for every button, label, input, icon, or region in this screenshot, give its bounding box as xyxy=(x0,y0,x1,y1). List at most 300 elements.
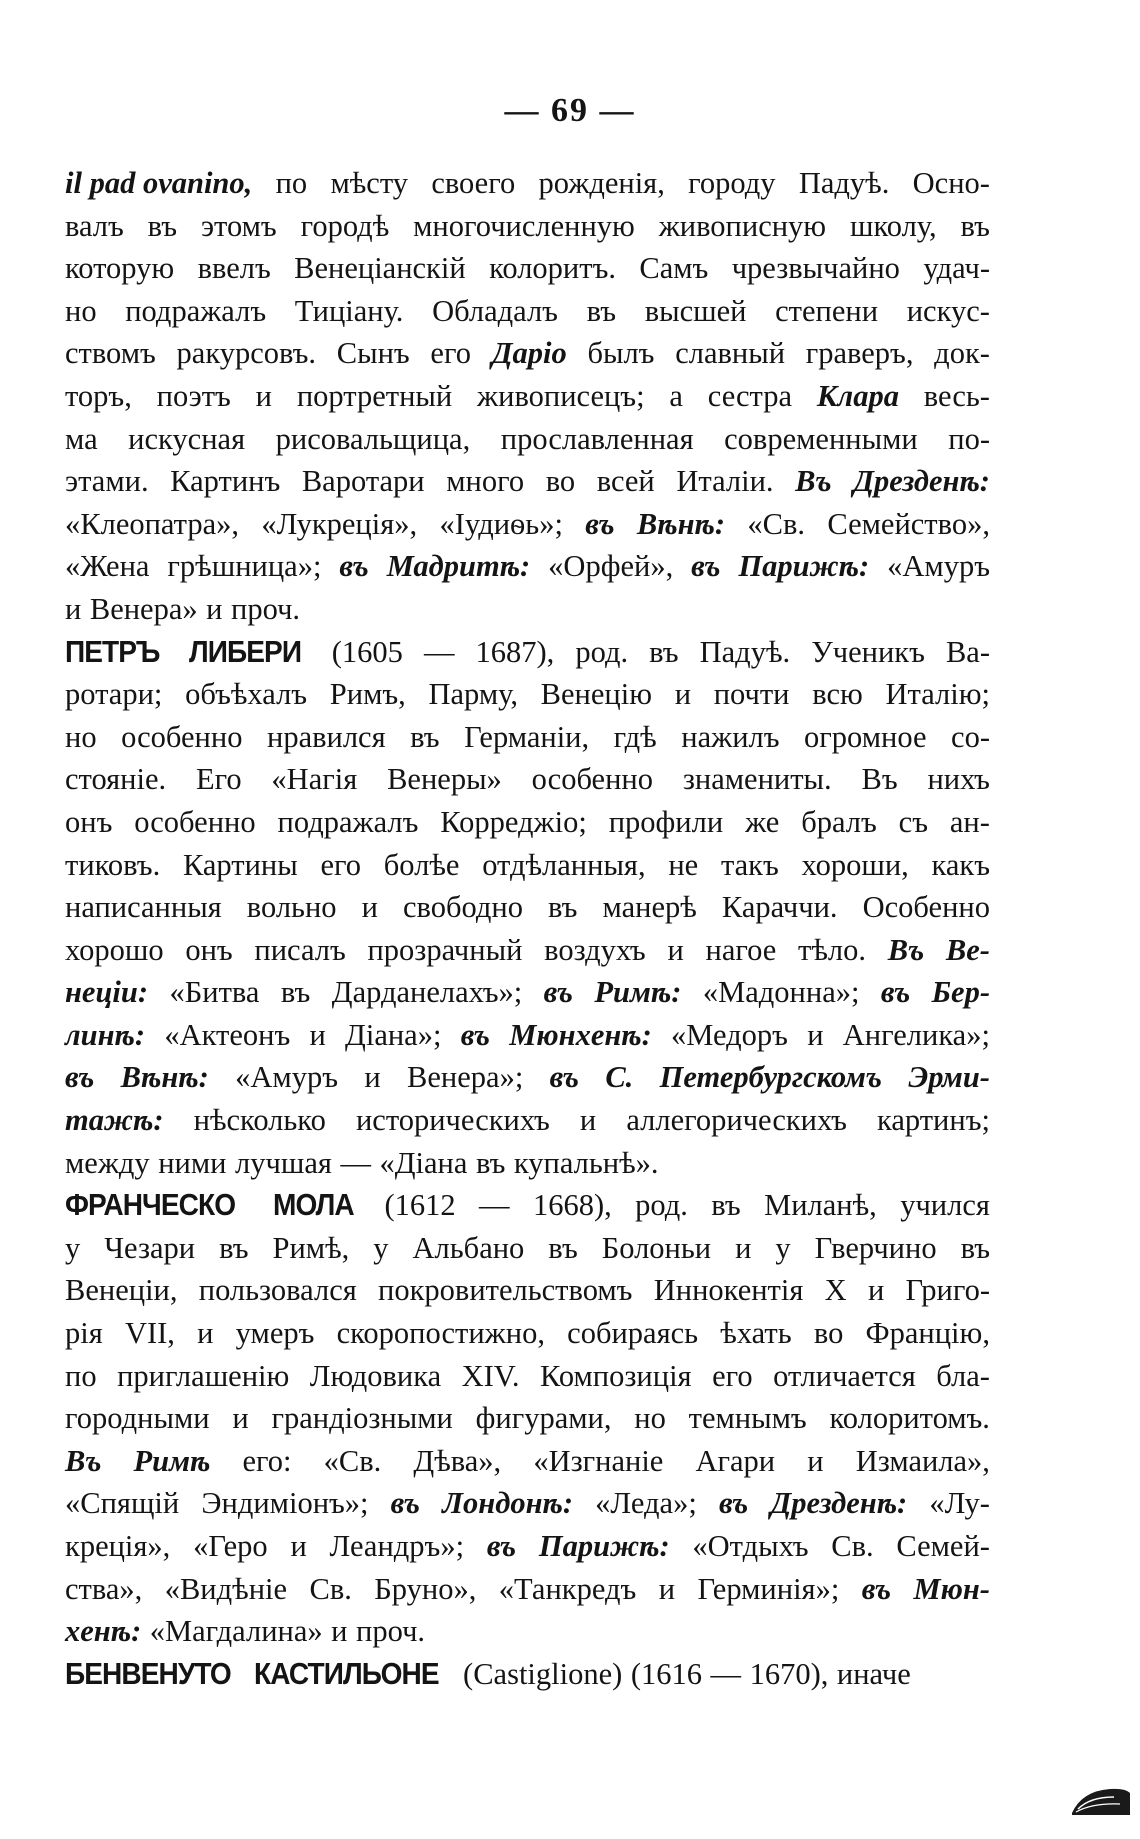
word: «Лукреція», xyxy=(261,506,418,541)
word: МОЛА xyxy=(273,1188,355,1223)
text-line xyxy=(65,1142,990,1185)
word: ФРАНЧЕСКО xyxy=(65,1188,236,1223)
word: въ xyxy=(475,1145,506,1180)
word: городѣ xyxy=(300,208,390,243)
word: въ xyxy=(861,1571,892,1606)
word: Мюнхенѣ: xyxy=(509,1017,652,1052)
word: городу xyxy=(688,166,776,200)
word: учился xyxy=(900,1188,990,1223)
word: (Castiglione) xyxy=(463,1656,623,1691)
word: «Леда»; xyxy=(595,1486,697,1521)
body-text xyxy=(65,162,990,1695)
word: и xyxy=(65,591,82,626)
word: въ xyxy=(691,549,721,584)
word: во xyxy=(813,1316,844,1351)
word: и xyxy=(290,1529,307,1563)
word: «Видѣніе xyxy=(164,1571,288,1606)
word: написанныя xyxy=(65,890,222,925)
word: Болоньи xyxy=(601,1230,712,1265)
text-line xyxy=(65,1014,990,1057)
word: Картинъ xyxy=(170,464,281,499)
word: ствомъ xyxy=(65,336,156,371)
word: въ xyxy=(147,208,178,243)
word: Бруно», xyxy=(374,1571,477,1606)
text-line xyxy=(65,375,990,418)
word: Римѣ xyxy=(133,1443,211,1478)
word: Мадритѣ: xyxy=(386,549,531,584)
word: между xyxy=(65,1145,150,1180)
word: Венеціанскій xyxy=(294,251,466,286)
text-line xyxy=(65,503,990,546)
text-line xyxy=(65,1482,990,1525)
word: и xyxy=(867,1273,885,1308)
word: тажѣ: xyxy=(65,1103,164,1138)
word: нагое xyxy=(705,932,777,967)
word: и xyxy=(206,591,223,626)
word: Римъ, xyxy=(329,677,406,712)
word: Бер- xyxy=(931,975,990,1010)
word: и xyxy=(331,1614,348,1649)
word: Людовика xyxy=(309,1358,442,1393)
word: съ xyxy=(898,804,928,839)
word: былъ xyxy=(587,336,655,371)
word: Падуѣ. xyxy=(699,634,791,669)
word: Тиціану. xyxy=(294,293,404,328)
word: чрезвычайно xyxy=(731,251,900,286)
word: и xyxy=(735,1230,752,1265)
word: воздухъ xyxy=(544,932,646,967)
word: Чезари xyxy=(104,1230,196,1265)
word: (1605 xyxy=(331,634,403,669)
word: по- xyxy=(948,421,990,456)
word: Лондонѣ: xyxy=(442,1486,574,1521)
word: у xyxy=(65,1230,81,1265)
word: рисовальщица, xyxy=(275,421,471,456)
word: профили xyxy=(608,804,724,839)
word: нихъ xyxy=(927,762,990,797)
word: линѣ: xyxy=(65,1017,146,1052)
word: «Жена xyxy=(65,549,150,584)
word: граверъ, xyxy=(805,336,914,371)
word: сестра xyxy=(707,378,793,413)
word: въ xyxy=(548,1230,578,1265)
word: неціи: xyxy=(65,975,149,1010)
word: «Нагія xyxy=(271,762,358,797)
word: пользовался xyxy=(198,1273,357,1308)
word: Ангелика»; xyxy=(842,1017,990,1052)
word: весь- xyxy=(923,378,990,413)
text-line xyxy=(65,247,990,290)
word: у xyxy=(373,1230,389,1265)
word: Семейство», xyxy=(827,506,990,541)
word: XIV. xyxy=(461,1358,520,1393)
word: хенѣ: xyxy=(65,1614,142,1649)
word: бралъ xyxy=(801,804,877,839)
text-line xyxy=(65,418,990,461)
word: мѣсту xyxy=(330,166,409,200)
word: въ xyxy=(486,1529,517,1563)
word: тѣло. xyxy=(798,932,867,967)
word: «Отдыхъ xyxy=(692,1529,809,1563)
word: «Клеопатра», xyxy=(65,506,240,541)
word: Обладалъ xyxy=(432,293,558,328)
text-line xyxy=(65,716,990,759)
word: много xyxy=(446,464,525,499)
word: въ xyxy=(586,293,617,328)
word: вольно xyxy=(246,890,337,925)
word: высшей xyxy=(644,293,747,328)
word: хороши, xyxy=(801,847,909,882)
word: 1670), xyxy=(749,1656,829,1691)
word: Измаила», xyxy=(855,1443,990,1478)
word: Венера» xyxy=(89,591,198,626)
word: проч. xyxy=(356,1614,426,1649)
word: онъ xyxy=(65,804,113,839)
word: ма xyxy=(65,421,98,456)
word: Падуѣ. xyxy=(798,166,890,200)
word: Караччи. xyxy=(721,890,838,925)
word: Миланѣ, xyxy=(764,1188,877,1223)
text-line xyxy=(65,971,990,1014)
word: тиковъ. xyxy=(65,847,161,882)
word: особенно xyxy=(134,804,256,839)
word: Семей- xyxy=(896,1529,990,1563)
word: иначе xyxy=(836,1656,911,1691)
word: Ученикъ xyxy=(811,634,925,669)
word: и xyxy=(255,378,272,413)
text-line xyxy=(65,1525,990,1568)
text-line xyxy=(65,844,990,887)
word: «Спящій xyxy=(65,1486,180,1521)
word: ЛИБЕРИ xyxy=(188,634,301,669)
word: собираясь xyxy=(567,1316,699,1351)
word: «Орфей», xyxy=(548,549,674,584)
word: «Магдалина» xyxy=(149,1614,323,1649)
word: писалъ xyxy=(254,932,346,967)
text-line xyxy=(65,801,990,844)
word: ротари; xyxy=(65,677,163,712)
word: хорошо xyxy=(65,932,164,967)
word: Въ xyxy=(65,1443,102,1478)
word: у xyxy=(775,1230,791,1265)
word: и xyxy=(579,1103,597,1138)
word: искусная xyxy=(128,421,246,456)
word: нажилъ xyxy=(681,719,780,754)
word: степени xyxy=(775,293,879,328)
word: многочисленную xyxy=(413,208,635,243)
word: Въ xyxy=(795,464,832,499)
word: нѣсколько xyxy=(193,1103,326,1138)
word: въ xyxy=(219,1230,249,1265)
word: и xyxy=(364,1060,381,1095)
word: и xyxy=(197,1316,214,1351)
word: удач- xyxy=(923,251,990,286)
word: Германіи, xyxy=(464,719,590,754)
word: Даріо xyxy=(491,336,567,371)
word: колоритомъ. xyxy=(829,1401,990,1436)
word: — xyxy=(340,1145,371,1180)
word: въ xyxy=(718,1486,749,1521)
text-line xyxy=(65,545,990,588)
word: ѣхать xyxy=(720,1316,792,1351)
word: Эрми- xyxy=(908,1060,990,1095)
word: Ве- xyxy=(945,932,990,967)
word: и xyxy=(361,890,378,925)
word: а xyxy=(669,378,683,413)
word: Венеры» xyxy=(387,762,502,797)
word: Дѣва», xyxy=(413,1443,502,1478)
word: въ xyxy=(390,1486,420,1521)
word: Италію; xyxy=(885,677,990,712)
word: Петербургскомъ xyxy=(659,1060,882,1095)
word: въ xyxy=(543,975,573,1010)
word: Ва- xyxy=(945,634,990,669)
word: его xyxy=(430,336,471,371)
text-line xyxy=(65,332,990,375)
word: Леандръ»; xyxy=(329,1529,465,1563)
word: — xyxy=(479,1188,510,1223)
word: особенно xyxy=(531,762,653,797)
word: Герминія»; xyxy=(697,1571,840,1606)
word: въ xyxy=(649,634,679,669)
word: подражалъ xyxy=(125,293,267,328)
word: въ xyxy=(960,1230,990,1265)
word: 1668), xyxy=(532,1188,612,1223)
word: «Св. xyxy=(747,506,806,541)
word: стояніе. xyxy=(65,762,167,797)
text-line xyxy=(65,205,990,248)
word: живописецъ; xyxy=(477,378,645,413)
word: въ xyxy=(960,208,990,243)
word: Самъ xyxy=(639,251,709,286)
word: Вѣнѣ: xyxy=(636,506,726,541)
word: гдѣ xyxy=(613,719,657,754)
text-line xyxy=(65,290,990,333)
word: покровительствомъ xyxy=(378,1273,633,1308)
word: VII, xyxy=(124,1316,175,1351)
word: Парижѣ: xyxy=(538,1529,670,1563)
word: лучшая xyxy=(235,1145,332,1180)
word: род. xyxy=(635,1188,688,1223)
word: историческихъ xyxy=(355,1103,550,1138)
word: проч. xyxy=(231,591,301,626)
word: грандіозными xyxy=(271,1401,453,1436)
word: Св. xyxy=(309,1571,352,1606)
word: ввелъ xyxy=(197,251,271,286)
word: «Лу- xyxy=(929,1486,990,1521)
word: и xyxy=(667,932,684,967)
word: въ xyxy=(585,506,615,541)
word: почти xyxy=(713,677,790,712)
word: прославленная xyxy=(500,421,694,456)
word: (1612 xyxy=(384,1188,456,1223)
word: поэтъ xyxy=(156,378,231,413)
word: по xyxy=(65,1358,97,1393)
word: креція», xyxy=(65,1529,171,1563)
word: искус- xyxy=(906,293,990,328)
word: его xyxy=(712,1358,753,1393)
text-line xyxy=(65,1312,990,1355)
text-line xyxy=(65,758,990,801)
word: скоропостижно, xyxy=(336,1316,545,1351)
word: въ xyxy=(339,549,369,584)
word: славный xyxy=(675,336,786,371)
word: род. xyxy=(575,634,629,669)
word: грѣшница»; xyxy=(167,549,322,584)
text-line xyxy=(65,1269,990,1312)
word: Дарданелахъ»; xyxy=(331,975,523,1010)
word: — xyxy=(710,1656,742,1691)
word: но xyxy=(634,1401,666,1436)
word: «Актеонъ xyxy=(164,1017,291,1052)
word: Вѣнѣ: xyxy=(120,1060,209,1095)
page-corner-mark xyxy=(1070,1783,1132,1817)
word: аллегорическихъ xyxy=(626,1103,847,1138)
word: же xyxy=(745,804,780,839)
word: Его xyxy=(195,762,242,797)
word: нравился xyxy=(267,719,386,754)
word: огромное xyxy=(804,719,927,754)
text-line xyxy=(65,588,990,631)
word: Дрезденѣ: xyxy=(853,464,990,499)
text-line xyxy=(65,1099,990,1142)
word: по xyxy=(275,166,308,200)
word: такъ xyxy=(720,847,779,882)
word: Осно- xyxy=(912,166,990,200)
word: всю xyxy=(812,677,863,712)
word: Венецію xyxy=(540,677,652,712)
word: ними xyxy=(158,1145,227,1180)
word: Въ xyxy=(887,932,925,967)
word: отличается xyxy=(773,1358,916,1393)
word: не xyxy=(668,847,699,882)
word: приглашенію xyxy=(117,1358,290,1393)
text-line xyxy=(65,631,990,674)
word: какъ xyxy=(931,847,990,882)
word: прозрачный xyxy=(367,932,523,967)
word: Дрезденѣ: xyxy=(770,1486,908,1521)
word: «Мадонна»; xyxy=(702,975,860,1010)
text-line xyxy=(65,460,990,503)
word: но xyxy=(65,293,97,328)
word: и xyxy=(807,1443,824,1478)
word: Корреджіо; xyxy=(440,804,587,839)
word: Парму, xyxy=(428,677,518,712)
word: Эндиміонъ»; xyxy=(201,1486,369,1521)
word: Венера»; xyxy=(407,1060,524,1095)
text-line xyxy=(65,1355,990,1398)
word: Венеціи, xyxy=(65,1273,178,1308)
text-line xyxy=(65,929,990,972)
word: въ xyxy=(711,1188,741,1223)
text-line xyxy=(65,886,990,929)
word: въ xyxy=(280,975,311,1010)
word: и xyxy=(674,677,692,712)
word: док- xyxy=(934,336,990,371)
word: торъ, xyxy=(65,378,132,413)
word: которую xyxy=(65,251,175,286)
word: Св. xyxy=(831,1529,874,1563)
word: (1616 xyxy=(630,1656,702,1691)
word: но xyxy=(65,719,97,754)
word: «Амуръ xyxy=(235,1060,338,1095)
word: своего xyxy=(431,166,516,200)
word: ракурсовъ. xyxy=(176,336,317,371)
word: фигурами, xyxy=(475,1401,612,1436)
word: Агари xyxy=(695,1443,776,1478)
word: этомъ xyxy=(200,208,277,243)
word: рія xyxy=(65,1316,103,1351)
word: современными xyxy=(724,421,918,456)
text-line xyxy=(65,162,990,205)
text-line xyxy=(65,673,990,716)
word: Клара xyxy=(816,378,899,413)
word: «Изгнаніе xyxy=(533,1443,664,1478)
word: въ xyxy=(410,719,440,754)
word: Особенно xyxy=(862,890,990,925)
word: Италіи. xyxy=(676,464,774,499)
word: манерѣ xyxy=(602,890,697,925)
word: отдѣланныя, xyxy=(482,847,646,882)
word: купальнѣ». xyxy=(513,1145,659,1180)
text-line xyxy=(65,1440,990,1483)
word: рожденія, xyxy=(538,166,665,200)
word: Григо- xyxy=(905,1273,990,1308)
text-line xyxy=(65,1610,990,1653)
word: Римѣ: xyxy=(594,975,682,1010)
word: и xyxy=(658,1571,676,1606)
word: свободно xyxy=(402,890,523,925)
word: Римѣ, xyxy=(272,1230,350,1265)
text-line xyxy=(65,1227,990,1270)
page-number: — 69 — xyxy=(504,92,636,129)
text-line xyxy=(65,1568,990,1611)
word: «Танкредъ xyxy=(498,1571,637,1606)
word: Иннокентія xyxy=(653,1273,804,1308)
word: Композиція xyxy=(540,1358,692,1393)
word: «Битва xyxy=(169,975,260,1010)
word: «Діана xyxy=(379,1145,468,1180)
word: — xyxy=(423,634,455,669)
word: «Іудиѳь»; xyxy=(439,506,563,541)
word: школу, xyxy=(849,208,937,243)
word: его xyxy=(320,847,362,882)
word: онъ xyxy=(185,932,233,967)
word: «Св. xyxy=(323,1443,382,1478)
word: объѣхалъ xyxy=(185,677,308,712)
word: Альбано xyxy=(412,1230,525,1265)
word: «Амуръ xyxy=(887,549,990,584)
word: болѣе xyxy=(383,847,460,882)
word: il pad ovanino, xyxy=(65,166,253,200)
word: Мюн- xyxy=(913,1571,990,1606)
word: и xyxy=(807,1017,824,1052)
word: во xyxy=(545,464,576,499)
word: Въ xyxy=(861,762,898,797)
word: ства», xyxy=(65,1571,143,1606)
word: КАСТИЛЬОНЕ xyxy=(253,1656,439,1691)
word: всей xyxy=(596,464,655,499)
word: портретный xyxy=(296,378,453,413)
word: темнымъ xyxy=(688,1401,807,1436)
word: Парижѣ: xyxy=(738,549,870,584)
word: со- xyxy=(951,719,990,754)
word: X xyxy=(824,1273,847,1308)
word: ан- xyxy=(949,804,990,839)
word: Діана»; xyxy=(345,1017,442,1052)
word: «Геро xyxy=(193,1529,268,1563)
word: особенно xyxy=(121,719,243,754)
